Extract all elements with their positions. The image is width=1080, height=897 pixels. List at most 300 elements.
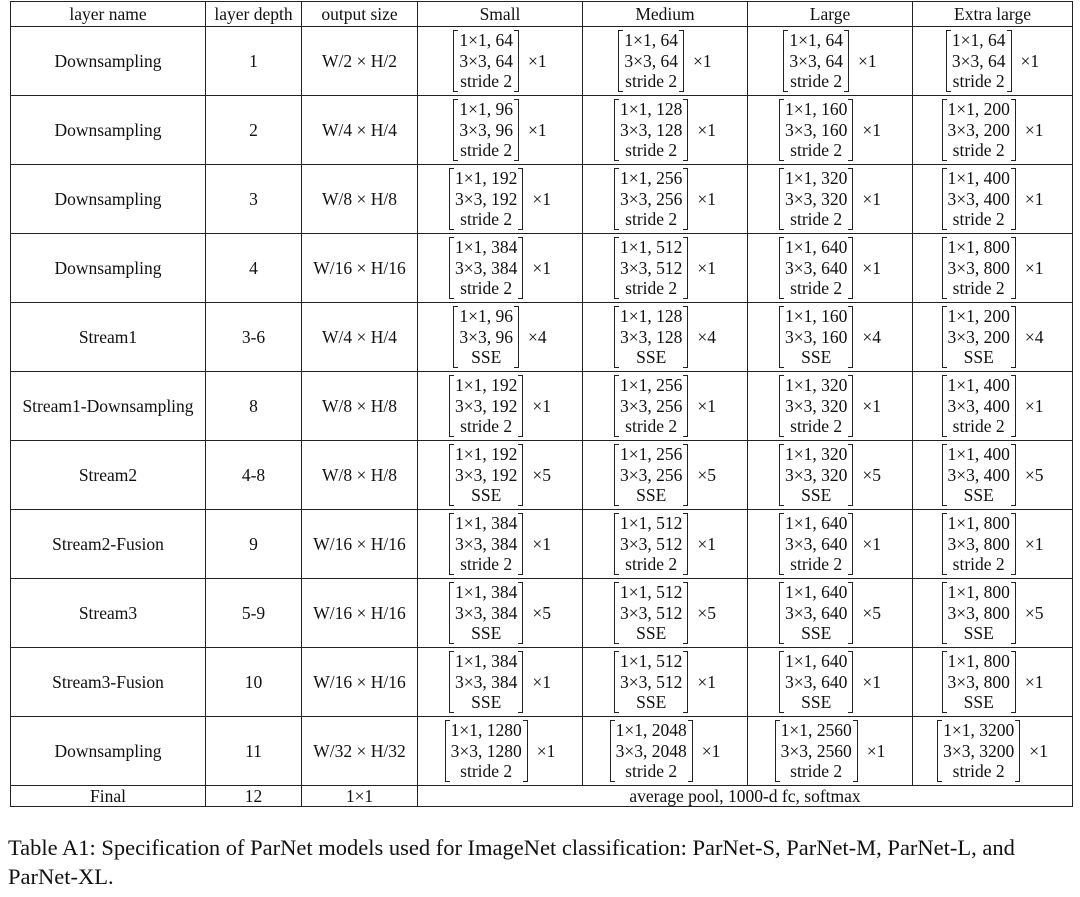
table-row xyxy=(11,303,1073,372)
block-spec-cell xyxy=(748,579,913,648)
spec-line: 1×1, 256 xyxy=(620,444,683,465)
bracket-matrix xyxy=(453,306,519,368)
spec-line: stride 2 xyxy=(625,416,678,437)
spec-line: 1×1, 800 xyxy=(947,237,1010,258)
table-body xyxy=(11,27,1073,807)
spec-line: stride 2 xyxy=(952,209,1005,230)
spec-line: stride 2 xyxy=(952,416,1005,437)
layer-name-cell: Final xyxy=(11,786,206,807)
block-spec-cell xyxy=(583,510,748,579)
repeat-multiplier: ×1 xyxy=(1024,533,1044,554)
block-spec-cell xyxy=(583,234,748,303)
layer-name-cell: Stream2 xyxy=(11,441,206,510)
final-row xyxy=(11,786,1073,807)
repeat-multiplier: ×5 xyxy=(862,602,881,623)
block-spec-cell xyxy=(418,372,583,441)
spec-line: 3×3, 2048 xyxy=(615,740,687,761)
repeat-multiplier: ×1 xyxy=(1024,188,1044,209)
spec-line: 1×1, 384 xyxy=(455,582,518,603)
block-spec-cell xyxy=(583,96,748,165)
bracket-matrix xyxy=(779,513,853,575)
spec-line: 3×3, 640 xyxy=(785,602,848,623)
spec-line: stride 2 xyxy=(460,416,513,437)
spec-line: 1×1, 640 xyxy=(785,651,848,672)
repeat-multiplier: ×1 xyxy=(697,395,716,416)
spec-line: 3×3, 400 xyxy=(947,188,1010,209)
spec-line: 3×3, 96 xyxy=(459,326,513,347)
column-header: Extra large xyxy=(913,2,1073,27)
layer-name-cell: Downsampling xyxy=(11,165,206,234)
spec-line: 3×3, 96 xyxy=(459,119,513,140)
spec-line: 3×3, 192 xyxy=(455,395,518,416)
repeat-multiplier: ×4 xyxy=(1024,326,1044,347)
block-spec-cell xyxy=(913,96,1073,165)
output-size-cell: W/4 × H/4 xyxy=(302,303,418,372)
spec-line: stride 2 xyxy=(460,140,513,161)
spec-line: 1×1, 160 xyxy=(785,99,848,120)
bracket-matrix xyxy=(942,99,1016,161)
repeat-multiplier: ×1 xyxy=(1024,257,1044,278)
block-spec-cell xyxy=(418,510,583,579)
spec-line: 3×3, 64 xyxy=(459,50,513,71)
bracket-matrix xyxy=(449,168,523,230)
bracket-matrix xyxy=(942,168,1016,230)
repeat-multiplier: ×4 xyxy=(862,326,881,347)
block-spec-cell xyxy=(418,579,583,648)
repeat-multiplier: ×4 xyxy=(528,326,547,347)
spec-line: SSE xyxy=(801,692,832,713)
layer-depth-cell: 5-9 xyxy=(206,579,302,648)
bracket-matrix xyxy=(783,30,849,92)
bracket-matrix xyxy=(449,513,523,575)
bracket-matrix xyxy=(779,237,853,299)
spec-line: 1×1, 192 xyxy=(455,444,518,465)
spec-line: 3×3, 1280 xyxy=(450,740,522,761)
repeat-multiplier: ×1 xyxy=(697,188,716,209)
table-row xyxy=(11,579,1073,648)
column-header: layer name xyxy=(11,2,206,27)
bracket-matrix xyxy=(775,720,858,782)
spec-line: 1×1, 3200 xyxy=(943,720,1015,741)
block-spec-cell xyxy=(748,648,913,717)
spec-line: 1×1, 64 xyxy=(789,30,843,51)
bracket-matrix xyxy=(937,720,1020,782)
bracket-matrix xyxy=(618,30,684,92)
spec-line: 3×3, 128 xyxy=(620,326,683,347)
column-header: Large xyxy=(748,2,913,27)
spec-table xyxy=(10,1,1073,807)
repeat-multiplier: ×1 xyxy=(532,257,551,278)
spec-line: SSE xyxy=(963,692,994,713)
block-spec-cell xyxy=(748,441,913,510)
table-row xyxy=(11,372,1073,441)
bracket-matrix xyxy=(614,444,688,506)
layer-depth-cell: 11 xyxy=(206,717,302,786)
spec-line: 3×3, 160 xyxy=(785,326,848,347)
repeat-multiplier: ×1 xyxy=(1024,395,1044,416)
spec-line: 3×3, 640 xyxy=(785,671,848,692)
spec-line: 3×3, 320 xyxy=(785,188,848,209)
spec-line: 1×1, 800 xyxy=(947,651,1010,672)
repeat-multiplier: ×1 xyxy=(1024,119,1044,140)
layer-name-cell: Stream1-Downsampling xyxy=(11,372,206,441)
spec-line: 1×1, 2560 xyxy=(780,720,852,741)
layer-name-cell: Stream3 xyxy=(11,579,206,648)
repeat-multiplier: ×5 xyxy=(697,602,716,623)
spec-line: SSE xyxy=(636,692,667,713)
spec-line: 3×3, 64 xyxy=(624,50,678,71)
block-spec-cell xyxy=(913,234,1073,303)
output-size-cell: W/16 × H/16 xyxy=(302,510,418,579)
spec-line: stride 2 xyxy=(952,761,1005,782)
spec-line: 3×3, 640 xyxy=(785,257,848,278)
spec-line: 3×3, 800 xyxy=(947,533,1010,554)
spec-line: 3×3, 640 xyxy=(785,533,848,554)
bracket-matrix xyxy=(453,30,519,92)
spec-line: stride 2 xyxy=(460,761,513,782)
spec-line: 1×1, 640 xyxy=(785,513,848,534)
repeat-multiplier: ×5 xyxy=(862,464,881,485)
layer-depth-cell: 3-6 xyxy=(206,303,302,372)
block-spec-cell xyxy=(583,303,748,372)
spec-line: SSE xyxy=(636,347,667,368)
table-row xyxy=(11,648,1073,717)
repeat-multiplier: ×5 xyxy=(697,464,716,485)
spec-line: 3×3, 64 xyxy=(789,50,843,71)
block-spec-cell xyxy=(583,579,748,648)
repeat-multiplier: ×1 xyxy=(532,533,551,554)
block-spec-cell xyxy=(583,648,748,717)
output-size-cell: W/2 × H/2 xyxy=(302,27,418,96)
bracket-matrix xyxy=(453,99,519,161)
repeat-multiplier: ×1 xyxy=(697,119,716,140)
repeat-multiplier: ×1 xyxy=(862,533,881,554)
spec-line: stride 2 xyxy=(460,71,513,92)
bracket-matrix xyxy=(610,720,693,782)
spec-line: 3×3, 192 xyxy=(455,188,518,209)
spec-line: 3×3, 512 xyxy=(620,533,683,554)
spec-line: 1×1, 2048 xyxy=(615,720,687,741)
spec-line: 3×3, 256 xyxy=(620,395,683,416)
block-spec-cell xyxy=(748,96,913,165)
spec-line: 3×3, 384 xyxy=(455,257,518,278)
table-row xyxy=(11,234,1073,303)
spec-line: SSE xyxy=(636,623,667,644)
bracket-matrix xyxy=(942,375,1016,437)
block-spec-cell xyxy=(418,96,583,165)
repeat-multiplier: ×1 xyxy=(862,671,881,692)
spec-line: SSE xyxy=(963,485,994,506)
output-size-cell: W/16 × H/16 xyxy=(302,579,418,648)
spec-line: stride 2 xyxy=(460,278,513,299)
spec-line: SSE xyxy=(471,485,502,506)
block-spec-cell xyxy=(913,165,1073,234)
output-size-cell: 1×1 xyxy=(302,786,418,807)
spec-line: stride 2 xyxy=(952,140,1005,161)
bracket-matrix xyxy=(942,513,1016,575)
spec-line: 3×3, 384 xyxy=(455,671,518,692)
repeat-multiplier: ×1 xyxy=(697,533,716,554)
bracket-matrix xyxy=(449,375,523,437)
bracket-matrix xyxy=(614,651,688,713)
spec-line: 1×1, 256 xyxy=(620,375,683,396)
table-row xyxy=(11,717,1073,786)
spec-line: 3×3, 384 xyxy=(455,602,518,623)
output-size-cell: W/4 × H/4 xyxy=(302,96,418,165)
layer-depth-cell: 9 xyxy=(206,510,302,579)
spec-line: stride 2 xyxy=(460,554,513,575)
spec-line: stride 2 xyxy=(625,761,678,782)
spec-line: 1×1, 160 xyxy=(785,306,848,327)
column-header: Medium xyxy=(583,2,748,27)
layer-name-cell: Stream1 xyxy=(11,303,206,372)
spec-line: 1×1, 384 xyxy=(455,513,518,534)
layer-depth-cell: 4-8 xyxy=(206,441,302,510)
repeat-multiplier: ×1 xyxy=(532,671,551,692)
spec-line: SSE xyxy=(963,623,994,644)
table-caption: Table A1: Specification of ParNet models used for ImageNet classification: ParNet-S, ParNet-M, ParNet-L, and ParNet-XL. xyxy=(8,835,1015,889)
final-spec-cell: average pool, 1000-d fc, softmax xyxy=(418,786,1073,807)
spec-line: 3×3, 400 xyxy=(947,395,1010,416)
block-spec-cell xyxy=(913,303,1073,372)
spec-line: 3×3, 64 xyxy=(951,50,1006,71)
spec-line: 3×3, 800 xyxy=(947,602,1010,623)
spec-line: stride 2 xyxy=(625,554,678,575)
spec-line: 1×1, 64 xyxy=(624,30,678,51)
repeat-multiplier: ×1 xyxy=(697,257,716,278)
spec-line: 3×3, 800 xyxy=(947,671,1010,692)
block-spec-cell xyxy=(583,27,748,96)
bracket-matrix xyxy=(942,444,1016,506)
spec-line: stride 2 xyxy=(952,71,1005,92)
spec-line: 1×1, 200 xyxy=(947,306,1010,327)
bracket-matrix xyxy=(449,444,523,506)
block-spec-cell xyxy=(418,234,583,303)
spec-line: stride 2 xyxy=(790,278,843,299)
bracket-matrix xyxy=(449,237,523,299)
table-row xyxy=(11,165,1073,234)
block-spec-cell xyxy=(418,165,583,234)
bracket-matrix xyxy=(779,375,853,437)
block-spec-cell xyxy=(748,717,913,786)
spec-line: 3×3, 256 xyxy=(620,188,683,209)
spec-line: 1×1, 384 xyxy=(455,651,518,672)
layer-depth-cell: 1 xyxy=(206,27,302,96)
layer-name-cell: Downsampling xyxy=(11,234,206,303)
spec-line: 1×1, 200 xyxy=(947,99,1010,120)
spec-line: 1×1, 1280 xyxy=(450,720,522,741)
layer-depth-cell: 10 xyxy=(206,648,302,717)
bracket-matrix xyxy=(779,99,853,161)
repeat-multiplier: ×1 xyxy=(693,50,712,71)
block-spec-cell xyxy=(583,165,748,234)
spec-line: 3×3, 320 xyxy=(785,464,848,485)
bracket-matrix xyxy=(942,237,1016,299)
spec-line: SSE xyxy=(963,347,994,368)
bracket-matrix xyxy=(779,306,853,368)
repeat-multiplier: ×1 xyxy=(862,395,881,416)
repeat-multiplier: ×1 xyxy=(862,257,881,278)
spec-line: 1×1, 640 xyxy=(785,237,848,258)
spec-line: 1×1, 128 xyxy=(620,306,683,327)
spec-line: stride 2 xyxy=(625,209,678,230)
spec-line: stride 2 xyxy=(952,554,1005,575)
spec-line: 3×3, 512 xyxy=(620,602,683,623)
block-spec-cell xyxy=(748,510,913,579)
layer-depth-cell: 2 xyxy=(206,96,302,165)
spec-line: 3×3, 128 xyxy=(620,119,683,140)
block-spec-cell xyxy=(913,717,1073,786)
spec-line: stride 2 xyxy=(790,554,843,575)
layer-depth-cell: 4 xyxy=(206,234,302,303)
spec-line: 3×3, 400 xyxy=(947,464,1010,485)
layer-depth-cell: 12 xyxy=(206,786,302,807)
repeat-multiplier: ×4 xyxy=(697,326,716,347)
block-spec-cell xyxy=(748,372,913,441)
block-spec-cell xyxy=(418,27,583,96)
output-size-cell: W/32 × H/32 xyxy=(302,717,418,786)
spec-line: stride 2 xyxy=(625,71,678,92)
spec-line: SSE xyxy=(471,692,502,713)
spec-line: 1×1, 256 xyxy=(620,168,683,189)
spec-line: 1×1, 640 xyxy=(785,582,848,603)
layer-depth-cell: 8 xyxy=(206,372,302,441)
column-header: output size xyxy=(302,2,418,27)
column-header: Small xyxy=(418,2,583,27)
block-spec-cell xyxy=(748,27,913,96)
bracket-matrix xyxy=(445,720,528,782)
output-size-cell: W/8 × H/8 xyxy=(302,165,418,234)
repeat-multiplier: ×5 xyxy=(532,464,551,485)
spec-line: 1×1, 512 xyxy=(620,651,683,672)
spec-line: 1×1, 400 xyxy=(947,375,1010,396)
block-spec-cell xyxy=(913,648,1073,717)
spec-line: 1×1, 64 xyxy=(459,30,513,51)
spec-line: 1×1, 192 xyxy=(455,168,518,189)
block-spec-cell xyxy=(418,717,583,786)
table-row xyxy=(11,510,1073,579)
table-row xyxy=(11,96,1073,165)
spec-line: SSE xyxy=(471,347,502,368)
spec-line: SSE xyxy=(471,623,502,644)
repeat-multiplier: ×5 xyxy=(1024,464,1044,485)
spec-line: stride 2 xyxy=(460,209,513,230)
output-size-cell: W/8 × H/8 xyxy=(302,372,418,441)
spec-line: 3×3, 200 xyxy=(947,119,1010,140)
bracket-matrix xyxy=(614,168,688,230)
spec-line: 1×1, 512 xyxy=(620,237,683,258)
bracket-matrix xyxy=(449,651,523,713)
spec-line: 3×3, 512 xyxy=(620,671,683,692)
spec-line: 3×3, 2560 xyxy=(780,740,852,761)
repeat-multiplier: ×1 xyxy=(536,740,556,761)
repeat-multiplier: ×5 xyxy=(532,602,551,623)
layer-depth-cell: 3 xyxy=(206,165,302,234)
spec-line: stride 2 xyxy=(790,209,843,230)
block-spec-cell xyxy=(913,372,1073,441)
block-spec-cell xyxy=(913,510,1073,579)
spec-line: stride 2 xyxy=(625,140,678,161)
repeat-multiplier: ×1 xyxy=(697,671,716,692)
block-spec-cell xyxy=(913,441,1073,510)
block-spec-cell xyxy=(913,579,1073,648)
column-header: layer depth xyxy=(206,2,302,27)
repeat-multiplier: ×1 xyxy=(532,188,551,209)
block-spec-cell xyxy=(583,717,748,786)
spec-line: 1×1, 320 xyxy=(785,375,848,396)
bracket-matrix xyxy=(614,375,688,437)
spec-line: stride 2 xyxy=(625,278,678,299)
block-spec-cell xyxy=(748,165,913,234)
spec-line: 1×1, 96 xyxy=(459,99,513,120)
repeat-multiplier: ×1 xyxy=(866,740,886,761)
spec-line: 1×1, 800 xyxy=(947,582,1010,603)
spec-line: 1×1, 320 xyxy=(785,168,848,189)
spec-line: 1×1, 512 xyxy=(620,582,683,603)
bracket-matrix xyxy=(614,99,688,161)
spec-line: 3×3, 160 xyxy=(785,119,848,140)
spec-line: stride 2 xyxy=(790,416,843,437)
repeat-multiplier: ×1 xyxy=(862,188,881,209)
spec-line: 3×3, 512 xyxy=(620,257,683,278)
layer-name-cell: Downsampling xyxy=(11,717,206,786)
bracket-matrix xyxy=(614,237,688,299)
spec-line: 1×1, 400 xyxy=(947,444,1010,465)
spec-line: SSE xyxy=(801,485,832,506)
output-size-cell: W/8 × H/8 xyxy=(302,441,418,510)
spec-line: 3×3, 200 xyxy=(947,326,1010,347)
block-spec-cell xyxy=(418,441,583,510)
table-row xyxy=(11,441,1073,510)
spec-line: 1×1, 128 xyxy=(620,99,683,120)
table-row xyxy=(11,27,1073,96)
spec-line: stride 2 xyxy=(790,761,843,782)
repeat-multiplier: ×1 xyxy=(1024,671,1044,692)
bracket-matrix xyxy=(614,306,688,368)
spec-line: 1×1, 192 xyxy=(455,375,518,396)
spec-line: 3×3, 3200 xyxy=(943,740,1015,761)
spec-line: 1×1, 400 xyxy=(947,168,1010,189)
repeat-multiplier: ×1 xyxy=(862,119,881,140)
repeat-multiplier: ×1 xyxy=(858,50,877,71)
repeat-multiplier: ×1 xyxy=(701,740,721,761)
spec-line: 3×3, 256 xyxy=(620,464,683,485)
spec-line: SSE xyxy=(636,485,667,506)
output-size-cell: W/16 × H/16 xyxy=(302,648,418,717)
spec-line: 1×1, 64 xyxy=(951,30,1006,51)
layer-name-cell: Stream2-Fusion xyxy=(11,510,206,579)
layer-name-cell: Downsampling xyxy=(11,96,206,165)
spec-line: SSE xyxy=(801,347,832,368)
spec-line: 3×3, 800 xyxy=(947,257,1010,278)
header-row xyxy=(11,2,1073,27)
repeat-multiplier: ×1 xyxy=(528,119,547,140)
bracket-matrix xyxy=(946,30,1012,92)
repeat-multiplier: ×1 xyxy=(1020,50,1040,71)
spec-line: 3×3, 320 xyxy=(785,395,848,416)
spec-line: 1×1, 384 xyxy=(455,237,518,258)
bracket-matrix xyxy=(614,513,688,575)
spec-line: stride 2 xyxy=(790,71,843,92)
spec-line: 1×1, 96 xyxy=(459,306,513,327)
repeat-multiplier: ×1 xyxy=(532,395,551,416)
bracket-matrix xyxy=(942,582,1016,644)
spec-line: 1×1, 320 xyxy=(785,444,848,465)
table-header xyxy=(11,2,1073,27)
bracket-matrix xyxy=(779,651,853,713)
block-spec-cell xyxy=(418,648,583,717)
block-spec-cell xyxy=(583,372,748,441)
